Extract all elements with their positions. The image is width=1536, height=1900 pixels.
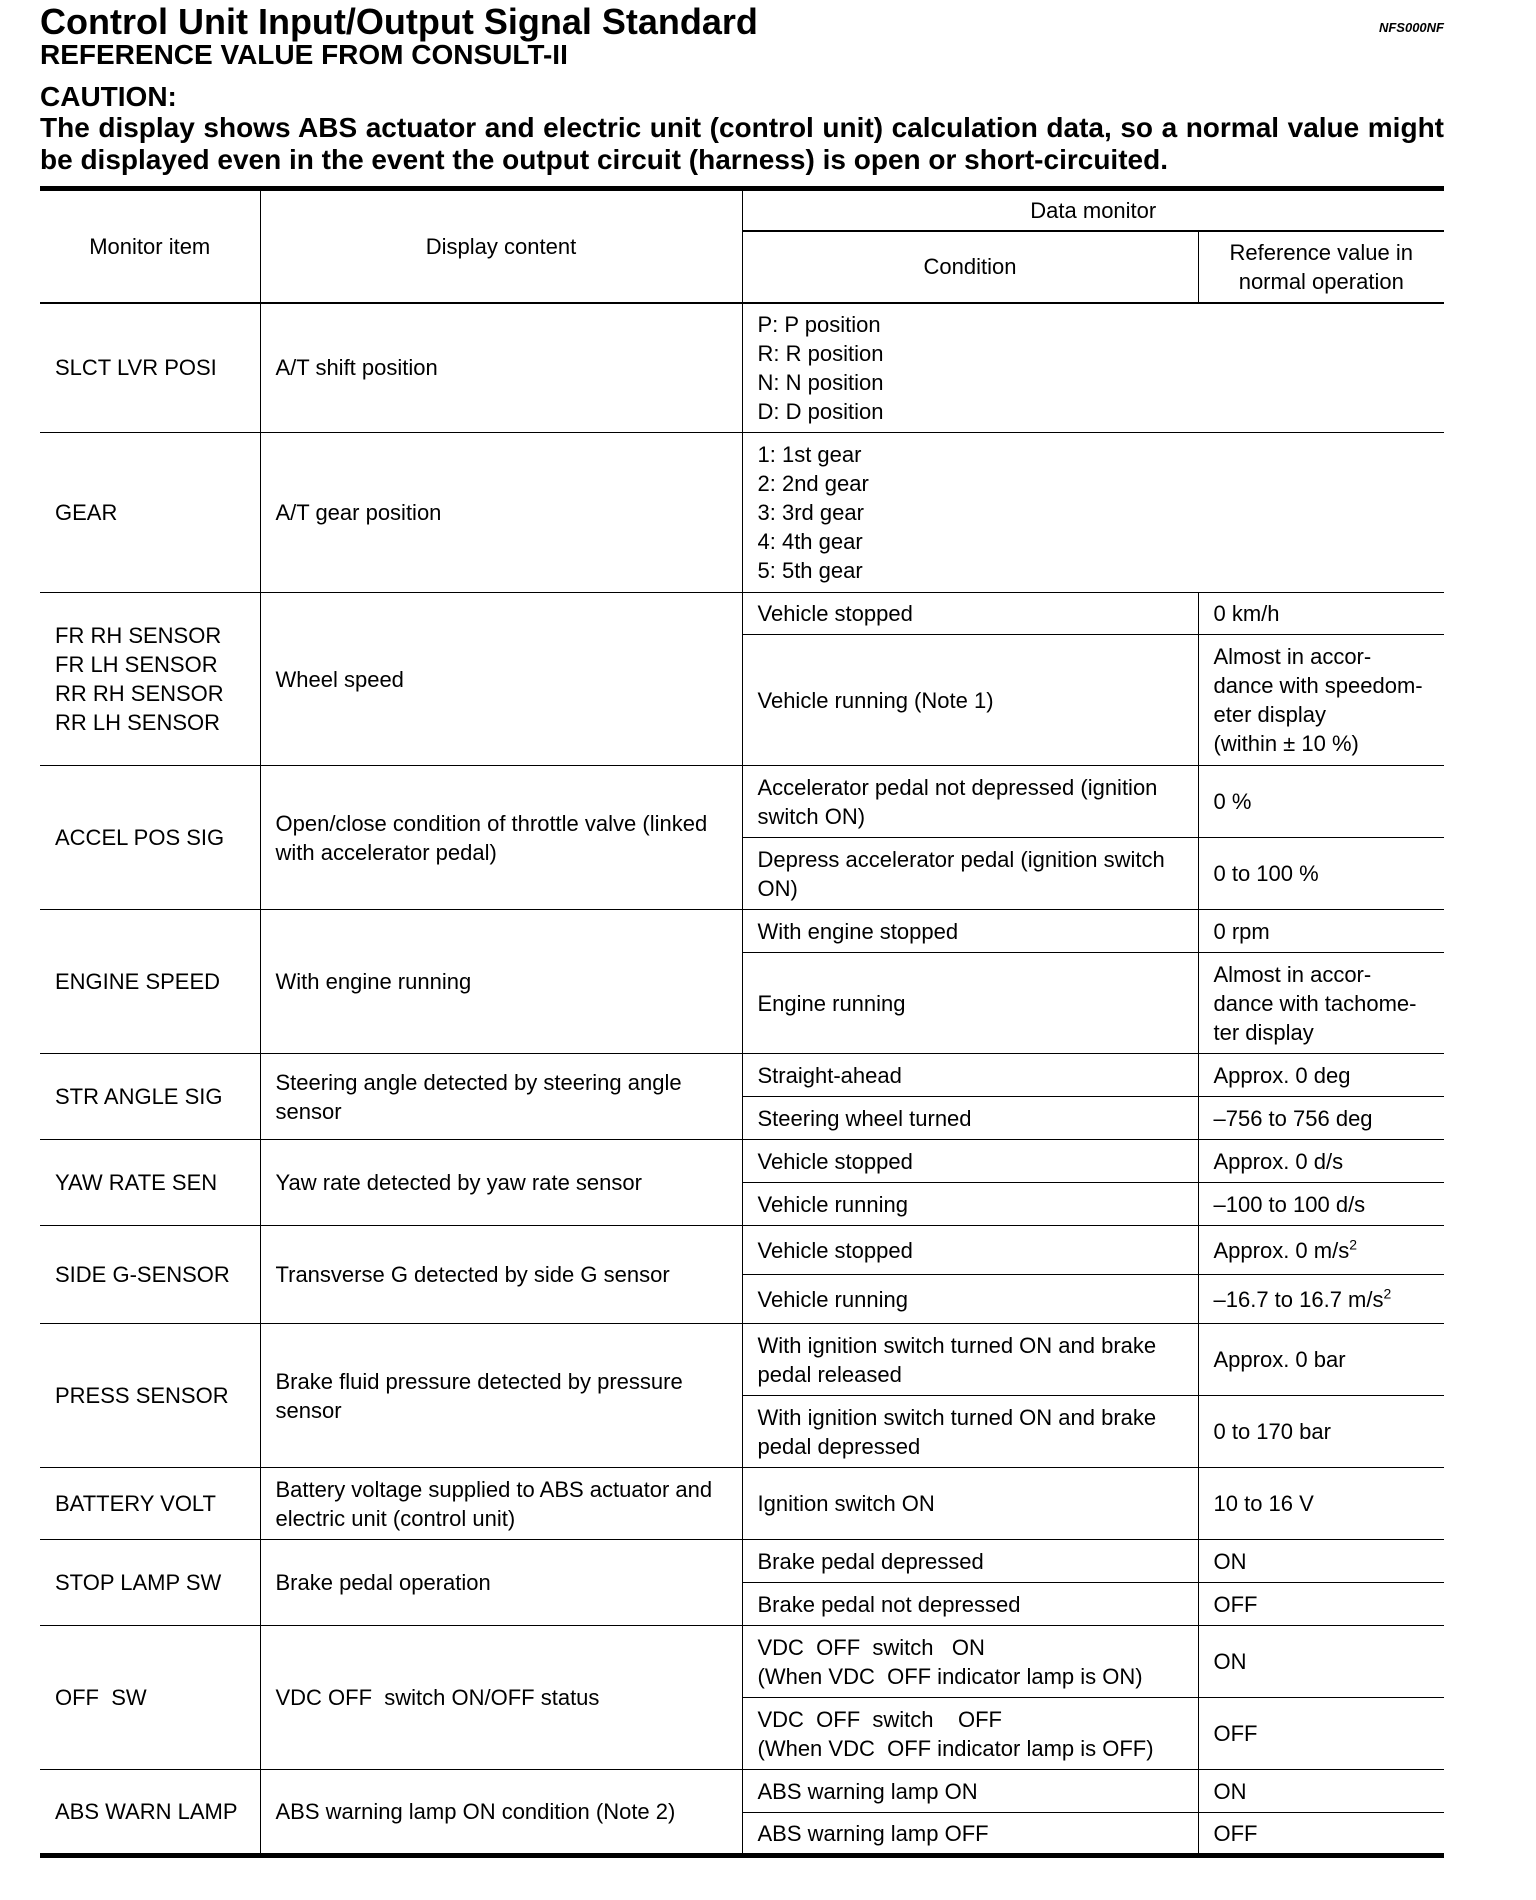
condition-cell: Brake pedal not depressed [742,1583,1198,1626]
condition-cell: P: P position R: R position N: N position D: D position [742,303,1444,433]
display-content-cell: With engine running [260,910,742,1054]
header-condition: Condition [742,231,1198,303]
table-row [40,910,1444,953]
reference-cell: –100 to 100 d/s [1198,1183,1444,1226]
table-row [40,766,1444,838]
table-row [40,593,1444,635]
display-content-cell: Battery voltage supplied to ABS actuator and electric unit (control unit) [260,1468,742,1540]
reference-cell: 0 rpm [1198,910,1444,953]
monitor-item-cell: PRESS SENSOR [40,1324,260,1468]
table-row [40,1468,1444,1540]
reference-cell: OFF [1213,1820,1258,1846]
monitor-item-cell: ENGINE SPEED [40,910,260,1054]
caution-text: The display shows ABS actuator and electric unit (control unit) calculation data, so a normal value might be displayed even in the event the output circuit (harness) is open or short-circuited. [40,112,1444,175]
condition-cell: With ignition switch turned ON and brake pedal released [742,1324,1198,1396]
condition-cell: Vehicle running (Note 1) [742,635,1198,766]
condition-cell: Vehicle stopped [742,593,1198,635]
display-content-cell: Yaw rate detected by yaw rate sensor [260,1140,742,1226]
reference-cell [1198,1275,1444,1324]
reference-cell: Approx. 0 deg [1198,1054,1444,1097]
display-content-cell: A/T shift position [260,303,742,433]
reference-cell: 0 to 100 % [1198,838,1444,910]
reference-cell: –756 to 756 deg [1198,1097,1444,1140]
condition-cell: With engine stopped [742,910,1198,953]
condition-cell: Straight-ahead [742,1054,1198,1097]
table-row [40,303,1444,433]
monitor-item-cell: STOP LAMP SW [40,1540,260,1626]
display-content-cell: ABS warning lamp ON condition (Note 2) [260,1770,742,1856]
reference-cell: 0 km/h [1198,593,1444,635]
table-row [40,1770,1444,1813]
condition-cell: Steering wheel turned [742,1097,1198,1140]
condition-cell: Accelerator pedal not depressed (ignition switch ON) [742,766,1198,838]
display-content-cell: Steering angle detected by steering angle sensor [260,1054,742,1140]
reference-cell: Almost in accor- dance with tachome- ter display [1198,953,1444,1054]
reference-cell: Almost in accor- dance with speedom- eter display (within ± 10 %) [1198,635,1444,766]
reference-cell: ON [1198,1626,1444,1698]
reference-cell: OFF [1198,1583,1444,1626]
condition-cell: Vehicle stopped [742,1226,1198,1275]
header-monitor-item: Monitor item [40,189,260,303]
table-row [40,433,1444,593]
condition-cell: 1: 1st gear 2: 2nd gear 3: 3rd gear 4: 4th gear 5: 5th gear [742,433,1444,593]
condition-cell: ABS warning lamp ON [742,1770,1198,1813]
monitor-item-cell: BATTERY VOLT [40,1468,260,1540]
monitor-item-cell: STR ANGLE SIG [40,1054,260,1140]
header-display-content: Display content [260,189,742,303]
reference-cell: 10 to 16 V [1198,1468,1444,1540]
table-row [40,1540,1444,1583]
table-row [40,1140,1444,1183]
reference-cell: OFF [1198,1698,1444,1770]
page-title: Control Unit Input/Output Signal Standard [40,1,758,42]
reference-value: –16.7 to 16.7 m/s [1213,1286,1384,1312]
condition-cell: Depress accelerator pedal (ignition switch ON) [742,838,1198,910]
monitor-item-cell: OFF SW [40,1626,260,1770]
display-content-cell: A/T gear position [260,433,742,593]
table-row [40,1324,1444,1396]
condition-cell: Vehicle stopped [742,1140,1198,1183]
caution-heading: CAUTION: [40,81,177,112]
monitor-item-cell: ABS WARN LAMP [40,1770,260,1856]
display-content-cell: VDC OFF switch ON/OFF status [260,1626,742,1770]
condition-cell: Vehicle running [742,1275,1198,1324]
display-content-cell: Transverse G detected by side G sensor [260,1226,742,1324]
document-code: NFS000NF [1378,20,1444,35]
condition-cell: ABS warning lamp OFF [742,1813,1198,1856]
display-content-cell: Brake fluid pressure detected by pressure sensor [260,1324,742,1468]
reference-cell: ON [1198,1540,1444,1583]
superscript-exponent: 2 [1349,1236,1358,1253]
table-row [40,1626,1444,1698]
monitor-item-cell: SLCT LVR POSI [40,303,260,433]
table-row [40,1054,1444,1097]
signal-standard-table [40,186,1444,1858]
monitor-item-cell: GEAR [40,433,260,593]
reference-value: Approx. 0 m/s [1213,1237,1350,1263]
condition-cell: Vehicle running [742,1183,1198,1226]
table-row [40,1226,1444,1275]
display-content-cell: Brake pedal operation [260,1540,742,1626]
monitor-item-cell: YAW RATE SEN [40,1140,260,1226]
display-content-cell: Open/close condition of throttle valve (linked with accelerator pedal) [260,766,742,910]
display-content-cell: Wheel speed [260,593,742,766]
reference-cell: 0 to 170 bar [1198,1396,1444,1468]
condition-cell: VDC OFF switch ON (When VDC OFF indicator lamp is ON) [742,1626,1198,1698]
reference-cell: 0 % [1198,766,1444,838]
condition-cell: VDC OFF switch OFF (When VDC OFF indicator lamp is OFF) [742,1698,1198,1770]
reference-cell: Approx. 0 bar [1198,1324,1444,1396]
condition-cell: Ignition switch ON [742,1468,1198,1540]
condition-cell: Engine running [742,953,1198,1054]
header-reference-value: Reference value in normal operation [1198,231,1444,303]
monitor-item-cell: FR RH SENSOR FR LH SENSOR RR RH SENSOR RR LH SENSOR [40,593,260,766]
superscript-exponent: 2 [1383,1285,1392,1302]
section-subtitle: REFERENCE VALUE FROM CONSULT-II [40,39,568,70]
reference-cell: Approx. 0 d/s [1198,1140,1444,1183]
condition-cell: With ignition switch turned ON and brake pedal depressed [742,1396,1198,1468]
monitor-item-cell: ACCEL POS SIG [40,766,260,910]
reference-cell: ON [1198,1770,1444,1813]
header-data-monitor: Data monitor [742,189,1444,231]
condition-cell: Brake pedal depressed [742,1540,1198,1583]
monitor-item-cell: SIDE G-SENSOR [40,1226,260,1324]
reference-cell [1198,1226,1444,1275]
